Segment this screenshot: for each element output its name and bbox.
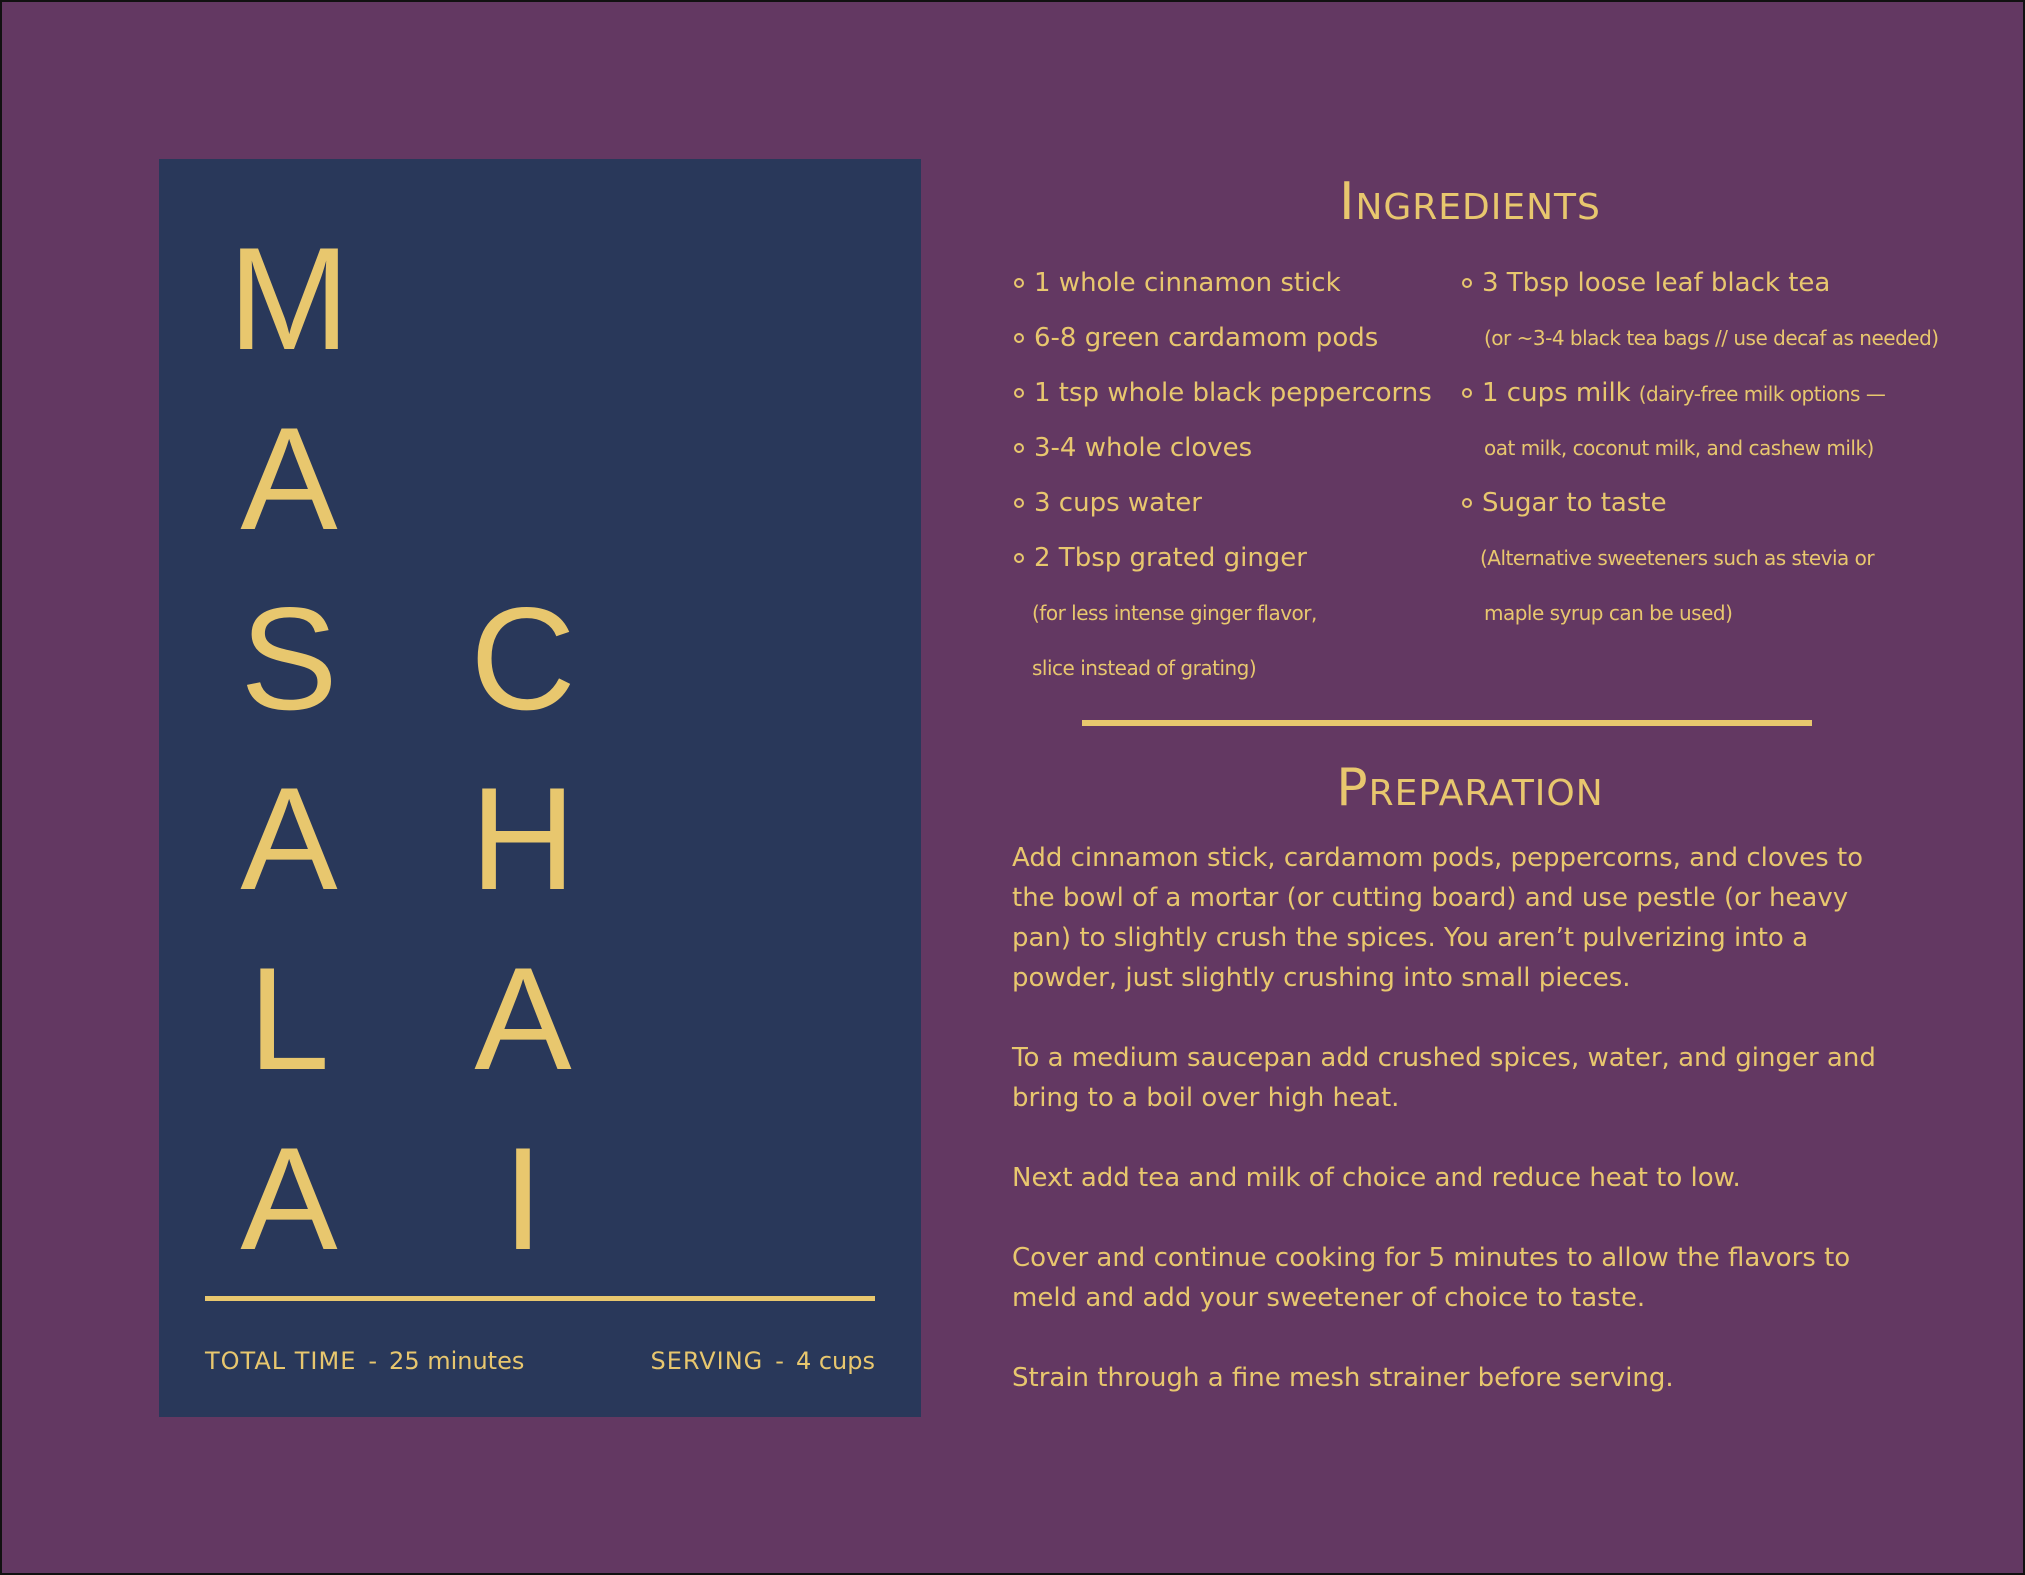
serving-label: SERVING xyxy=(650,1347,764,1375)
recipe-title-card xyxy=(159,159,921,1417)
title-letter: C xyxy=(470,577,576,740)
title-letter: I xyxy=(502,1117,544,1280)
ingredient-item: 2 Tbsp grated ginger xyxy=(1012,537,1452,592)
preparation-step: Next add tea and milk of choice and reduce heat to low. xyxy=(1012,1163,1741,1193)
preparation-step: Cover and continue cooking for 5 minutes to allow the flavors to meld and add your sweetener of choice to taste. xyxy=(1012,1243,1851,1313)
ingredient-item: 1 whole cinnamon stick xyxy=(1012,262,1452,317)
total-time xyxy=(205,1347,524,1375)
ingredients-heading: Ingredients xyxy=(1339,172,1601,232)
section-divider xyxy=(1082,720,1812,726)
title-masala xyxy=(209,209,369,1289)
title-letter: A xyxy=(240,757,338,920)
ingredient-item: 1 tsp whole black peppercorns xyxy=(1012,372,1452,427)
card-divider xyxy=(205,1296,875,1301)
serving-value: 4 cups xyxy=(795,1347,875,1375)
ingredient-inline-note: (dairy-free milk options — xyxy=(1638,382,1886,406)
ingredient-note: (or ~3-4 black tea bags // use decaf as needed) xyxy=(1484,326,1939,350)
ingredient-note: oat milk, coconut milk, and cashew milk) xyxy=(1484,436,1874,460)
ingredients-list-right xyxy=(1460,262,1940,647)
ingredient-note: (Alternative sweeteners such as stevia or xyxy=(1480,546,1875,570)
total-time-label: TOTAL TIME xyxy=(205,1347,357,1375)
ingredient-item: 3 cups water xyxy=(1012,482,1452,537)
ingredient-note: slice instead of grating) xyxy=(1032,656,1257,680)
preparation-steps xyxy=(1012,838,1912,1438)
preparation-step: Strain through a fine mesh strainer before serving. xyxy=(1012,1363,1674,1393)
separator: - xyxy=(368,1347,378,1375)
ingredient-item: 3-4 whole cloves xyxy=(1012,427,1452,482)
title-letter: A xyxy=(240,397,338,560)
ingredient-note: (for less intense ginger flavor, xyxy=(1032,601,1317,625)
ingredient-note: maple syrup can be used) xyxy=(1484,601,1733,625)
ingredient-item: Sugar to taste xyxy=(1460,482,1940,537)
ingredient-item: 6-8 green cardamom pods xyxy=(1012,317,1452,372)
separator: - xyxy=(775,1347,784,1375)
preparation-step: Add cinnamon stick, cardamom pods, peppercorns, and cloves to the bowl of a mortar (or cutting board) and use pestle (or heavy pan) to slightly crush the spices. You aren’t pulverizing into a powder, just slightly crushing into small pieces. xyxy=(1012,843,1864,993)
title-letter: L xyxy=(248,937,330,1100)
serving xyxy=(650,1347,875,1375)
ingredients-list-left xyxy=(1012,262,1452,702)
title-letter: S xyxy=(240,577,338,740)
total-time-value: 25 minutes xyxy=(389,1347,525,1375)
ingredient-item: 3 Tbsp loose leaf black tea xyxy=(1460,262,1940,317)
title-letter: A xyxy=(240,1117,338,1280)
ingredient-item-text: 1 cups milk xyxy=(1482,378,1631,408)
ingredient-item xyxy=(1460,372,1940,427)
preparation-step: To a medium saucepan add crushed spices, water, and ginger and bring to a boil over high heat. xyxy=(1012,1043,1876,1113)
title-chai xyxy=(443,569,603,1289)
title-letter: A xyxy=(474,937,572,1100)
preparation-heading: Preparation xyxy=(1336,758,1604,818)
title-letter: M xyxy=(228,217,350,380)
title-letter: H xyxy=(470,757,576,920)
